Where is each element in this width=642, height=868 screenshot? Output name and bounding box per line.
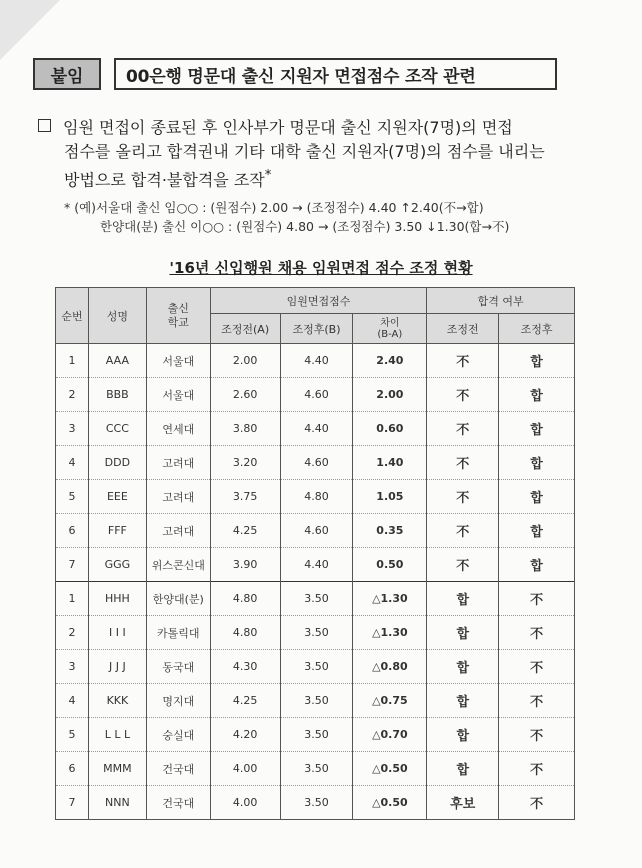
cell-r-before: 합: [427, 684, 499, 718]
cell-no: 2: [56, 616, 89, 650]
col-header-diff: [353, 314, 427, 344]
attachment-tag: 붙임: [33, 58, 101, 90]
cell-after: 4.40: [280, 344, 353, 378]
cell-diff: △0.75: [353, 684, 427, 718]
cell-diff: △0.70: [353, 718, 427, 752]
col-header-before: 조정전(A): [210, 314, 280, 344]
cell-school: 위스콘신대: [146, 548, 210, 582]
table-row: [56, 752, 575, 786]
cell-after: 4.40: [280, 548, 353, 582]
score-adjustment-table: [55, 287, 575, 820]
cell-diff: △0.50: [353, 786, 427, 820]
cell-after: 4.80: [280, 480, 353, 514]
table-row: [56, 786, 575, 820]
cell-after: 4.60: [280, 514, 353, 548]
cell-name: J J J: [88, 650, 146, 684]
cell-name: FFF: [88, 514, 146, 548]
cell-no: 5: [56, 718, 89, 752]
cell-after: 3.50: [280, 650, 353, 684]
example-note: [64, 198, 509, 236]
table-row: [56, 446, 575, 480]
cell-r-before: 합: [427, 582, 499, 616]
cell-name: KKK: [88, 684, 146, 718]
cell-r-before: 후보: [427, 786, 499, 820]
cell-before: 4.30: [210, 650, 280, 684]
table-row: [56, 718, 575, 752]
cell-name: BBB: [88, 378, 146, 412]
cell-r-before: 不: [427, 548, 499, 582]
intro-line-3: 방법으로 합격·불합격을 조작: [64, 170, 265, 190]
table-row: [56, 344, 575, 378]
cell-r-after: 不: [499, 786, 575, 820]
cell-before: 4.00: [210, 786, 280, 820]
cell-r-after: 不: [499, 718, 575, 752]
cell-before: 4.80: [210, 582, 280, 616]
cell-r-before: 不: [427, 378, 499, 412]
cell-r-before: 不: [427, 412, 499, 446]
cell-diff: 1.05: [353, 480, 427, 514]
cell-after: 3.50: [280, 786, 353, 820]
cell-name: CCC: [88, 412, 146, 446]
cell-after: 3.50: [280, 718, 353, 752]
table-row: [56, 480, 575, 514]
cell-no: 1: [56, 344, 89, 378]
page-corner-fold: [0, 0, 60, 60]
cell-before: 2.60: [210, 378, 280, 412]
cell-diff: △1.30: [353, 616, 427, 650]
cell-r-before: 不: [427, 344, 499, 378]
col-header-after: 조정후(B): [280, 314, 353, 344]
checkbox-bullet-icon: [38, 119, 51, 132]
table-row: [56, 684, 575, 718]
table-row: [56, 616, 575, 650]
table-row: [56, 412, 575, 446]
table-body: [56, 344, 575, 820]
col-header-result-after: 조정후: [499, 314, 575, 344]
cell-r-after: 합: [499, 446, 575, 480]
col-header-school: [146, 288, 210, 344]
cell-before: 3.90: [210, 548, 280, 582]
cell-r-before: 합: [427, 752, 499, 786]
cell-school: 숭실대: [146, 718, 210, 752]
cell-after: 3.50: [280, 684, 353, 718]
col-header-result-group: 합격 여부: [427, 288, 575, 314]
cell-after: 4.60: [280, 446, 353, 480]
cell-name: L L L: [88, 718, 146, 752]
intro-line-1: 임원 면접이 종료된 후 인사부가 명문대 출신 지원자(7명)의 면접: [63, 118, 513, 137]
cell-diff: 2.40: [353, 344, 427, 378]
cell-school: 연세대: [146, 412, 210, 446]
cell-diff: 0.60: [353, 412, 427, 446]
cell-name: I I I: [88, 616, 146, 650]
cell-no: 3: [56, 412, 89, 446]
cell-after: 4.60: [280, 378, 353, 412]
cell-diff: 2.00: [353, 378, 427, 412]
cell-before: 4.80: [210, 616, 280, 650]
cell-name: EEE: [88, 480, 146, 514]
col-header-diff-label: 차이: [380, 317, 400, 329]
cell-r-after: 不: [499, 650, 575, 684]
cell-r-after: 不: [499, 616, 575, 650]
col-header-diff-sub: (B-A): [377, 328, 403, 340]
cell-r-before: 不: [427, 480, 499, 514]
table-row: [56, 650, 575, 684]
cell-school: 카톨릭대: [146, 616, 210, 650]
cell-before: 3.75: [210, 480, 280, 514]
cell-school: 고려대: [146, 480, 210, 514]
cell-diff: 0.50: [353, 548, 427, 582]
col-header-score-group: 임원면접점수: [210, 288, 427, 314]
cell-r-after: 합: [499, 480, 575, 514]
intro-line-2: 점수를 올리고 합격권내 기타 대학 출신 지원자(7명)의 점수를 내리는: [64, 142, 545, 161]
col-header-no: 순번: [56, 288, 89, 344]
cell-diff: 1.40: [353, 446, 427, 480]
cell-name: NNN: [88, 786, 146, 820]
cell-r-before: 합: [427, 650, 499, 684]
cell-diff: △0.80: [353, 650, 427, 684]
cell-school: 서울대: [146, 344, 210, 378]
cell-school: 건국대: [146, 786, 210, 820]
col-header-result-before: 조정전: [427, 314, 499, 344]
cell-r-after: 합: [499, 378, 575, 412]
cell-diff: 0.35: [353, 514, 427, 548]
table-row: [56, 548, 575, 582]
cell-name: DDD: [88, 446, 146, 480]
cell-r-after: 不: [499, 752, 575, 786]
col-header-name: 성명: [88, 288, 146, 344]
cell-r-after: 합: [499, 514, 575, 548]
cell-before: 4.20: [210, 718, 280, 752]
cell-r-before: 不: [427, 514, 499, 548]
cell-r-after: 합: [499, 548, 575, 582]
cell-no: 7: [56, 786, 89, 820]
note-line-2: 한양대(분) 출신 이○○ : (원점수) 4.80 → (조정점수) 3.50 ↓1.30(합→不): [100, 219, 510, 234]
cell-before: 4.00: [210, 752, 280, 786]
cell-before: 3.80: [210, 412, 280, 446]
cell-r-before: 不: [427, 446, 499, 480]
cell-school: 동국대: [146, 650, 210, 684]
intro-paragraph: [38, 116, 598, 192]
cell-r-before: 합: [427, 616, 499, 650]
cell-no: 4: [56, 684, 89, 718]
note-line-1: * (예)서울대 출신 임○○ : (원점수) 2.00 → (조정점수) 4.40 ↑2.40(不→합): [64, 200, 484, 215]
cell-school: 명지대: [146, 684, 210, 718]
cell-r-after: 不: [499, 684, 575, 718]
cell-before: 4.25: [210, 514, 280, 548]
cell-no: 6: [56, 752, 89, 786]
table-row: [56, 514, 575, 548]
cell-school: 서울대: [146, 378, 210, 412]
cell-diff: △0.50: [353, 752, 427, 786]
cell-name: MMM: [88, 752, 146, 786]
document-title: 00은행 명문대 출신 지원자 면접점수 조작 관련: [114, 58, 557, 90]
cell-no: 1: [56, 582, 89, 616]
cell-r-after: 합: [499, 344, 575, 378]
cell-after: 3.50: [280, 582, 353, 616]
table-row: [56, 378, 575, 412]
table-title: '16년 신입행원 채용 임원면접 점수 조정 현황: [169, 259, 473, 277]
cell-r-after: 不: [499, 582, 575, 616]
cell-diff: △1.30: [353, 582, 427, 616]
cell-before: 2.00: [210, 344, 280, 378]
cell-r-after: 합: [499, 412, 575, 446]
cell-no: 3: [56, 650, 89, 684]
cell-name: GGG: [88, 548, 146, 582]
cell-no: 7: [56, 548, 89, 582]
document-header: [33, 58, 557, 90]
cell-after: 4.40: [280, 412, 353, 446]
cell-before: 3.20: [210, 446, 280, 480]
cell-after: 3.50: [280, 752, 353, 786]
cell-school: 고려대: [146, 514, 210, 548]
cell-no: 6: [56, 514, 89, 548]
cell-no: 2: [56, 378, 89, 412]
cell-after: 3.50: [280, 616, 353, 650]
cell-school: 건국대: [146, 752, 210, 786]
cell-no: 5: [56, 480, 89, 514]
cell-name: HHH: [88, 582, 146, 616]
cell-school: 고려대: [146, 446, 210, 480]
cell-before: 4.25: [210, 684, 280, 718]
cell-r-before: 합: [427, 718, 499, 752]
footnote-star: *: [264, 168, 272, 183]
cell-no: 4: [56, 446, 89, 480]
cell-name: AAA: [88, 344, 146, 378]
table-row: [56, 582, 575, 616]
cell-school: 한양대(분): [146, 582, 210, 616]
col-header-school-label: 출신 학교: [167, 301, 189, 329]
